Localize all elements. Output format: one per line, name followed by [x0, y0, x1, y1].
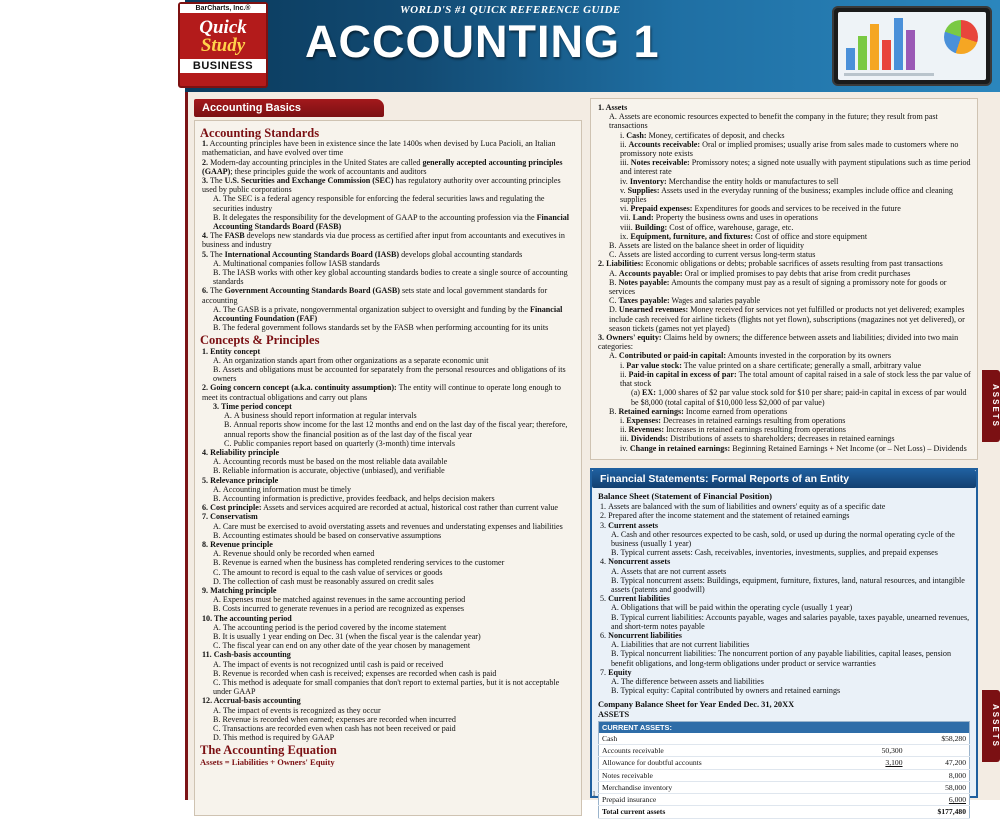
current-assets-table — [598, 721, 970, 819]
table-header-row — [599, 721, 970, 733]
chart-bar — [882, 40, 891, 70]
side-tab-assets-1[interactable]: ASSETS — [982, 370, 1000, 442]
company-balance-sheet-title: Company Balance Sheet for Year Ended Dec. 31, 20XX — [598, 700, 795, 710]
page-title: ACCOUNTING 1 — [305, 16, 660, 67]
table-row-total — [599, 806, 970, 818]
financial-statements-body: Balance Sheet (Statement of Financial Position) 1. Assets are balanced with the sum of liabilities and owners' equity as of a specific date 2. Prepared after the income statement and the statement of retained earnings 3. Current assets A. Cash and other resources expected to be cash, sold, or used up during the normal operating cycle of the business (usually 1 year) B. Typical current assets: Cash, receivables, inventories, investments, supplies, and prepaid expenses 4. Noncurrent assets A. Assets that are not current assets B. Typical noncurrent assets: Buildings, equipment, furniture, fixtures, land, natural resources, and intangible assets (patents and goodwill) 5. Current liabilities A. Obligations that will be paid within the operating cycle (usually 1 year) B. Typical current liabilities: Accounts payable, wages and salaries payable, taxes payable, unearned revenues, and short-term notes payable 6. Noncurrent liabilities A. Liabilities that are not current liabilities B. Typical noncurrent liabilities: The noncurrent portion of any payable liabilities, capital leases, pension benefit obligations, and long-term obligations under product or service warranties 7. Equity A. The difference between assets and liabilities B. Typical equity: Capital contributed by owners and retained earnings Company Balance Sheet for Year Ended Dec. 31, 20XX ASSETS CURRENT ASSETS: Cash $58,280 Accounts receivable 50,300 Allowance for doubtful accounts 3,100 47,200 Notes receivable 8,000 Merchandise inventory 58,000 Prepaid insurance 6,000 Total current assets $177,480 — [592, 488, 976, 823]
header-tagline: WORLD'S #1 QUICK REFERENCE GUIDE — [400, 4, 621, 16]
divider — [844, 73, 934, 76]
tablet-screen — [838, 12, 986, 80]
accounting-equation: Assets = Liabilities + Owners' Equity — [200, 756, 335, 767]
financial-statements-panel — [590, 468, 978, 817]
heading-concepts-principles: Concepts & Principles — [200, 333, 320, 348]
row-col1 — [842, 794, 906, 806]
left-margin — [0, 0, 185, 800]
row-label: Merchandise inventory — [599, 781, 842, 793]
page-header — [185, 0, 1000, 92]
row-col1: 50,300 — [842, 745, 906, 757]
company-balance-sheet-subtitle: ASSETS — [598, 709, 630, 719]
row-label: Notes receivable — [599, 769, 842, 781]
financial-statements-header: Financial Statements: Formal Reports of an Entity — [592, 470, 976, 488]
table-row — [599, 733, 970, 745]
row-col2: 6,000 — [906, 794, 970, 806]
accounting-standards-list: 1. Accounting principles have been in existence since the late 1400s when devised by Luca Pacioli, an Italian mathematician, and have evolved over time 2. Modern-day accounting principles in the United States are called generally accepted accounting principles (GAAP); these principles guide the work of accountants and auditors 3. The U.S. Securities and Exchange Commission (SEC) has regulatory authority over accounting principles used by public corporations A. The SEC is a federal agency responsible for enforcing the federal securities laws and regulating the securities industry B. It delegates the responsibility for the development of GAAP to the accounting profession via the Financial Accounting Standards Board (FASB) 4. The FASB develops new standards via due process as certified after input from accountants and executives in business and industry 5. The International Accounting Standards Board (IASB) develops global accounting standards A. Multinational companies follow IASB standards B. The IASB works with other key global accounting standards bodies to create a single source of accounting standards 6. The Government Accounting Standards Board (GASB) sets state and local government standards for accounting A. The GASB is a private, nongovernmental organization subject to oversight and funding by the Financial Accounting Foundation (FAF) B. The federal government follows standards set by the FASB when performing accounting for its units — [202, 139, 569, 333]
row-col2 — [906, 745, 970, 757]
left-column — [194, 98, 582, 794]
row-col1 — [842, 769, 906, 781]
row-col2: 58,000 — [906, 781, 970, 793]
section-header-accounting-basics: Accounting Basics — [194, 99, 384, 117]
row-col1: 3,100 — [842, 757, 906, 769]
logo-quick: Quick — [199, 17, 247, 38]
row-col1 — [842, 781, 906, 793]
pie-chart-icon — [944, 20, 978, 54]
row-col2: 8,000 — [906, 769, 970, 781]
logo-study: Study — [200, 35, 246, 56]
table-row — [599, 781, 970, 793]
chart-bar — [846, 48, 855, 70]
logo-brand: BarCharts, Inc.® — [180, 4, 266, 13]
balance-sheet-heading: Balance Sheet (Statement of Financial Position) — [598, 491, 773, 501]
row-label: Cash — [599, 733, 842, 745]
row-label: Allowance for doubtful accounts — [599, 757, 842, 769]
right-column — [590, 98, 978, 817]
table-row — [599, 745, 970, 757]
chart-bar — [906, 30, 915, 70]
row-col1 — [842, 806, 906, 818]
table-row — [599, 794, 970, 806]
chart-bar — [870, 24, 879, 70]
row-col1 — [842, 733, 906, 745]
chart-bar — [858, 36, 867, 70]
page-number: 1 — [592, 790, 596, 798]
accounting-basics-body — [194, 120, 582, 816]
row-label: Total current assets — [599, 806, 842, 818]
side-tab-assets-2[interactable]: ASSETS — [982, 690, 1000, 762]
row-col2: $177,480 — [906, 806, 970, 818]
concepts-principles-list: 1. Entity concept A. An organization stands apart from other organizations as a separate economic unit B. Assets and obligations must be accounted for separately from the personal resources and obligations of its owners 2. Going concern concept (a.k.a. continuity assumption): The entity will continue to operate long enough to meet its contractual obligations and carry out plans 3. Time period concept A. A business should report information at regular intervals B. Annual reports show income for the last 12 months and end on the last day of the fiscal year; therefore, annual reports show the financial position as of the last day of the fiscal year C. Public companies report based on quarterly (3-month) time intervals 4. Reliability principle A. Accounting records must be based on the most reliable data available B. Reliable information is accurate, objective (unbiased), and verifiable 5. Relevance principle A. Accounting information must be timely B. Accounting information is predictive, provides feedback, and helps decision makers 6. Cost principle: Assets and services acquired are recorded at actual, historical cost rather than current value 7. Conservatism A. Care must be exercised to avoid overstating assets and revenues and understating expenses and liabilities B. Accounting estimates should be based on conservative assumptions 8. Revenue principle A. Revenue should only be recorded when earned B. Revenue is earned when the business has completed rendering services to the customer C. The amount to record is equal to the cash value of services or goods D. The collection of cash must be reasonably assured on credit sales 9. Matching principle A. Expenses must be matched against revenues in the same accounting period B. Costs incurred to generate revenues in a period are recognized as expenses 10. The accounting period A. The accounting period is the period covered by the income statement B. It is usually 1 year ending on Dec. 31 (when the fiscal year is the calendar year) C. The fiscal year can end on any other date of the year chosen by management 11. Cash-basis accounting A. The impact of events is not recognized until cash is paid or received B. Revenue is recorded when cash is received; expenses are recorded when cash is paid C. This method is adequate for small companies that don't report to external parties, but it is not acceptable under GAAP 12. Accrual-basis accounting A. The impact of events is recognized as they occur B. Revenue is recorded when earned; expenses are recorded when incurred C. Transactions are recorded even when cash has not been received or paid D. This method is required by GAAP — [202, 346, 568, 743]
chart-bar — [894, 18, 903, 70]
row-col2: 47,200 — [906, 757, 970, 769]
logo-category: BUSINESS — [180, 59, 266, 73]
quickstudy-logo — [178, 2, 268, 88]
content-sheet — [185, 92, 1000, 817]
heading-accounting-standards: Accounting Standards — [200, 126, 320, 140]
table-row — [599, 757, 970, 769]
table-header-current-assets: CURRENT ASSETS: — [599, 721, 970, 733]
row-col2: $58,280 — [906, 733, 970, 745]
row-label: Accounts receivable — [599, 745, 842, 757]
tablet-chart-graphic — [832, 6, 992, 86]
heading-accounting-equation: The Accounting Equation — [200, 743, 337, 758]
assets-liabilities-equity-panel: 1. Assets A. Assets are economic resources expected to benefit the company in the future; they result from past transactions i. Cash: Money, certificates of deposit, and checks ii. Accounts receivable: Oral or implied promises; usually arise from sales made to customers where no promissory note exists iii. Notes receivable: Promissory notes; a signed note usually with payment stipulations such as time period and interest rate iv. Inventory: Merchandise the entity holds or manufactures to sell v. Supplies: Assets used in the everyday running of the business; examples include office and cleaning supplies vi. Prepaid expenses: Expenditures for goods and services to be received in the future vii. Land: Property the business owns and uses in operations viii. Building: Cost of office, warehouse, garage, etc. ix. Equipment, furniture, and fixtures: Cost of office and store equipment B. Assets are listed on the balance sheet in order of liquidity C. Assets are listed according to current versus long-term status 2. Liabilities: Economic obligations or debts; probable sacrifices of assets resulting from past transactions A. Accounts payable: Oral or implied promises to pay debts that arise from credit purchases B. Notes payable: Amounts the company must pay as a result of signing a promissory note for goods or services C. Taxes payable: Wages and salaries payable D. Unearned revenues: Money received for services not yet fulfilled or products not yet delivered; examples include cash received for airline tickets (flights not yet flown), subscriptions (magazines not yet delivered), or season tickets (games not yet played) 3. Owners' equity: Claims held by owners; the difference between assets and liabilities; divided into two main categories: A. Contributed or paid-in capital: Amounts invested in the corporation by its owners i. Par value stock: The value printed on a share certificate; generally a small, arbitrary value ii. Paid-in capital in excess of par: The total amount of capital raised in a sale of stock less the par value of that stock (a) EX: 1,000 shares of $2 par value stock sold for $10 per share; paid-in capital in excess of par would be $8,000 (total capital of $10,000 less $2,000 of par value) B. Retained earnings: Income earned from operations i. Expenses: Decreases in retained earnings resulting from operations ii. Revenues: Increases in retained earnings resulting from operations iii. Dividends: Distributions of assets to shareholders; decreases in retained earnings iv. Change in retained earnings: Beginning Retained Earnings + Net Income (or – Net Loss) – Dividends — [590, 98, 978, 460]
table-row — [599, 769, 970, 781]
row-label: Prepaid insurance — [599, 794, 842, 806]
